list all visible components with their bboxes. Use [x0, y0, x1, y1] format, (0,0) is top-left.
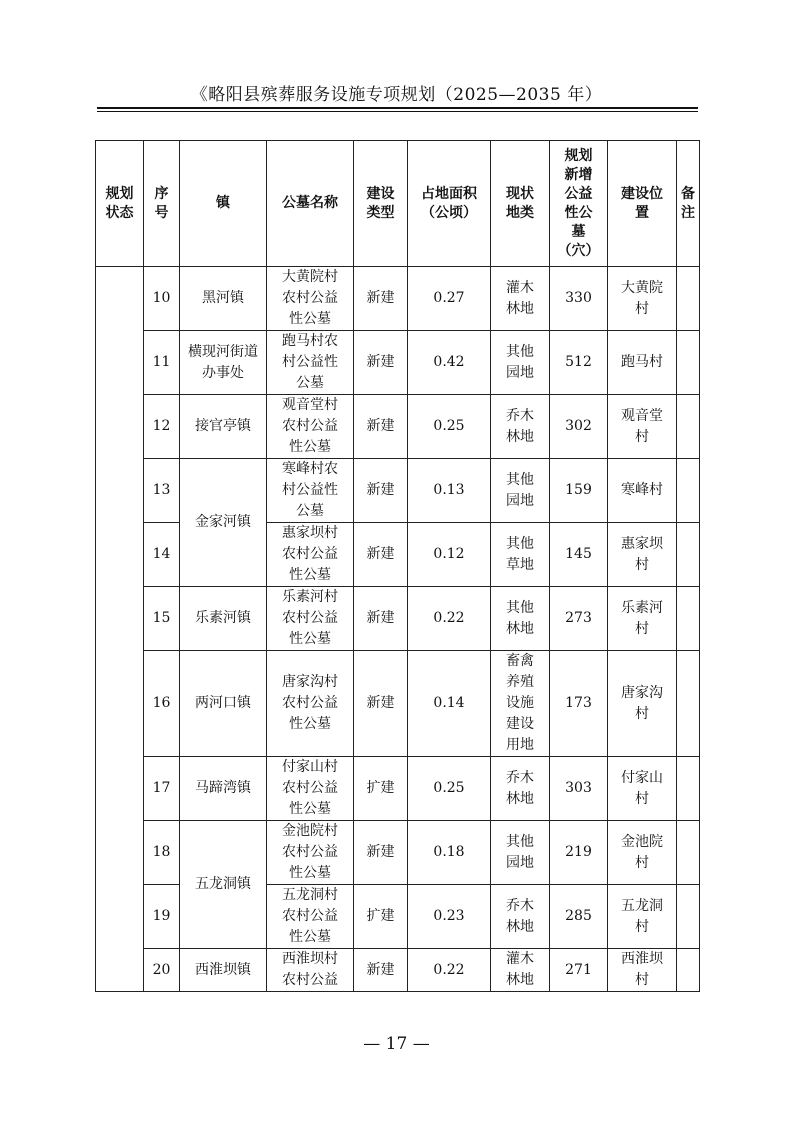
land-type-cell-text: 灌木林地 [506, 279, 534, 317]
graves-cell [550, 331, 608, 395]
location-cell [608, 885, 677, 949]
area-cell-text: 0.25 [433, 780, 465, 796]
graves-cell-text: 173 [565, 695, 592, 711]
area-cell-text: 0.42 [433, 354, 465, 370]
location-cell [608, 757, 677, 821]
graves-cell [550, 757, 608, 821]
land-type-cell-text: 其他草地 [506, 535, 534, 573]
build-type-cell [354, 949, 408, 992]
build-type-cell-text: 扩建 [366, 908, 395, 924]
area-cell [408, 267, 491, 331]
build-type-cell-text: 新建 [366, 695, 395, 711]
number-cell [144, 885, 180, 949]
number-cell [144, 821, 180, 885]
town-cell [180, 395, 267, 459]
number-cell [144, 331, 180, 395]
town-cell-text: 黑河镇 [202, 290, 244, 306]
cemetery-name-cell-text: 金池院村农村公益性公墓 [282, 823, 338, 881]
note-cell [677, 267, 700, 331]
build-type-cell [354, 885, 408, 949]
build-type-cell [354, 651, 408, 757]
cemetery-name-cell [267, 651, 354, 757]
header-line: 建设位 [621, 185, 663, 202]
table-row [96, 267, 700, 331]
cemetery-name-cell [267, 587, 354, 651]
location-cell [608, 651, 677, 757]
land-type-cell [491, 395, 550, 459]
col-cemetery-name-header [267, 141, 354, 267]
location-cell-text: 唐家沟村 [621, 684, 663, 722]
header-line: 类型 [366, 204, 395, 221]
graves-cell-text: 512 [565, 354, 592, 370]
cemetery-name-cell [267, 459, 354, 523]
graves-cell-text: 273 [565, 610, 592, 626]
header-line: 状态 [105, 204, 134, 221]
build-type-cell [354, 821, 408, 885]
header-line: 规划 [105, 185, 134, 202]
col-status-header [96, 141, 144, 267]
town-cell-text: 两河口镇 [195, 695, 251, 711]
cemetery-name-cell-text: 西淮坝村农村公益 [282, 951, 338, 988]
graves-cell-text: 271 [565, 961, 592, 978]
area-cell [408, 651, 491, 757]
graves-cell [550, 587, 608, 651]
build-type-cell-text: 新建 [366, 844, 395, 860]
build-type-cell [354, 523, 408, 587]
area-cell [408, 949, 491, 992]
graves-cell [550, 949, 608, 992]
land-type-cell [491, 949, 550, 992]
land-type-cell-text: 灌木林地 [506, 951, 534, 988]
note-cell [677, 587, 700, 651]
header-line: 规划 [564, 147, 593, 164]
note-cell [677, 395, 700, 459]
area-cell [408, 757, 491, 821]
note-cell [677, 651, 700, 757]
header-line: 新增 [564, 166, 593, 183]
location-cell [608, 459, 677, 523]
header-line: 号 [154, 204, 169, 221]
area-cell [408, 821, 491, 885]
land-type-cell-text: 畜禽养殖设施建设用地 [506, 653, 534, 753]
cemetery-name-cell-text: 唐家沟村农村公益性公墓 [282, 674, 338, 732]
number-cell [144, 587, 180, 651]
area-cell-text: 0.13 [433, 482, 465, 498]
town-cell [180, 651, 267, 757]
cemetery-name-cell-text: 寒峰村农村公益性公墓 [282, 461, 338, 519]
land-type-cell-text: 其他园地 [506, 833, 534, 871]
cemetery-table [95, 140, 700, 992]
area-cell-text: 0.25 [433, 418, 465, 434]
area-cell-text: 0.22 [433, 610, 465, 626]
graves-cell-text: 285 [565, 908, 592, 924]
table-row [96, 757, 700, 821]
page-number: — 17 — [363, 1034, 430, 1054]
town-cell-text: 接官亭镇 [195, 418, 251, 434]
town-cell [180, 331, 267, 395]
cemetery-name-cell-text: 大黄院村农村公益性公墓 [282, 269, 338, 327]
land-type-cell-text: 乔木林地 [506, 897, 534, 935]
cemetery-name-cell [267, 821, 354, 885]
cemetery-name-cell [267, 395, 354, 459]
table-row [96, 395, 700, 459]
number-cell [144, 757, 180, 821]
note-cell [677, 949, 700, 992]
header-line: 建设 [366, 185, 395, 202]
header-line: 性公 [564, 204, 593, 221]
location-cell-text: 西淮坝村 [621, 951, 663, 988]
land-type-cell [491, 587, 550, 651]
graves-cell-text: 145 [565, 546, 592, 562]
build-type-cell-text: 新建 [366, 546, 395, 562]
build-type-cell [354, 459, 408, 523]
header-line: （公顷） [421, 204, 477, 221]
table-row [96, 821, 700, 885]
header-line: 备 [681, 185, 695, 202]
area-cell [408, 523, 491, 587]
table-row [96, 331, 700, 395]
location-cell [608, 587, 677, 651]
land-type-cell [491, 267, 550, 331]
number-cell [144, 651, 180, 757]
header-line: 墓 [571, 223, 586, 240]
page-header: 《略阳县殡葬服务设施专项规划（2025—2035 年） [190, 85, 603, 105]
table-header-row [96, 141, 700, 267]
note-cell [677, 331, 700, 395]
land-type-cell [491, 821, 550, 885]
graves-cell [550, 523, 608, 587]
location-cell [608, 949, 677, 992]
graves-cell-text: 330 [565, 290, 592, 306]
cemetery-name-cell-text: 乐素河村农村公益性公墓 [282, 589, 338, 647]
area-cell-text: 0.22 [433, 961, 465, 978]
location-cell [608, 523, 677, 587]
cemetery-name-cell [267, 267, 354, 331]
graves-cell [550, 459, 608, 523]
header-line: 现状 [506, 185, 534, 202]
header-rule [97, 107, 698, 109]
note-cell [677, 821, 700, 885]
area-cell-text: 0.14 [433, 695, 465, 711]
build-type-cell-text: 新建 [366, 354, 395, 370]
number-cell-text: 16 [152, 695, 171, 711]
cemetery-name-cell [267, 885, 354, 949]
land-type-cell [491, 331, 550, 395]
col-build-type-header [354, 141, 408, 267]
town-cell-text: 马蹄湾镇 [195, 780, 251, 796]
location-cell-text: 观音堂村 [621, 407, 663, 445]
location-cell-text: 乐素河村 [621, 599, 663, 637]
location-cell-text: 跑马村 [621, 354, 663, 370]
number-cell-text: 14 [152, 546, 171, 562]
number-cell-text: 17 [152, 780, 171, 796]
status-cell [96, 267, 144, 992]
town-cell-text: 乐素河镇 [195, 610, 251, 626]
area-cell-text: 0.23 [433, 908, 465, 924]
cemetery-name-cell [267, 949, 354, 992]
build-type-cell [354, 267, 408, 331]
land-type-cell-text: 其他林地 [506, 599, 534, 637]
header-line: 注 [681, 204, 695, 221]
build-type-cell-text: 扩建 [366, 780, 395, 796]
location-cell-text: 五龙洞村 [621, 897, 663, 935]
table-row [96, 651, 700, 757]
graves-cell [550, 651, 608, 757]
number-cell [144, 459, 180, 523]
note-cell [677, 523, 700, 587]
location-cell-text: 金池院村 [621, 833, 663, 871]
header-line: 地类 [506, 204, 534, 221]
area-cell-text: 0.27 [433, 290, 465, 306]
land-type-cell-text: 其他园地 [506, 343, 534, 381]
cemetery-name-cell-text: 观音堂村农村公益性公墓 [282, 397, 338, 455]
area-cell [408, 885, 491, 949]
header-line: 公益 [564, 185, 593, 202]
cemetery-name-cell-text: 跑马村农村公益性公墓 [282, 333, 338, 391]
build-type-cell-text: 新建 [366, 482, 395, 498]
land-type-cell [491, 757, 550, 821]
build-type-cell-text: 新建 [366, 961, 395, 978]
header-rule-thin [97, 111, 698, 112]
town-cell [180, 267, 267, 331]
table-row [96, 949, 700, 992]
col-location-header [608, 141, 677, 267]
col-land-type-header [491, 141, 550, 267]
town-cell [180, 821, 267, 949]
land-type-cell-text: 其他园地 [506, 471, 534, 509]
cemetery-name-cell-text: 五龙洞村农村公益性公墓 [282, 887, 338, 945]
number-cell [144, 395, 180, 459]
build-type-cell [354, 757, 408, 821]
graves-cell-text: 303 [565, 780, 592, 796]
area-cell [408, 331, 491, 395]
land-type-cell [491, 523, 550, 587]
table-row [96, 459, 700, 523]
number-cell-text: 18 [152, 844, 171, 860]
number-cell-text: 11 [152, 354, 171, 370]
number-cell [144, 523, 180, 587]
location-cell [608, 267, 677, 331]
number-cell-text: 12 [152, 418, 171, 434]
area-cell-text: 0.18 [433, 844, 465, 860]
number-cell-text: 13 [152, 482, 171, 498]
town-cell [180, 757, 267, 821]
town-cell [180, 587, 267, 651]
location-cell-text: 惠家坝村 [621, 535, 663, 573]
cemetery-name-cell [267, 757, 354, 821]
location-cell [608, 395, 677, 459]
header-line: 镇 [216, 195, 230, 211]
table-row [96, 587, 700, 651]
town-cell-text: 横现河街道办事处 [188, 343, 258, 381]
cemetery-name-cell [267, 331, 354, 395]
graves-cell-text: 302 [565, 418, 592, 434]
land-type-cell [491, 459, 550, 523]
build-type-cell [354, 395, 408, 459]
graves-cell [550, 821, 608, 885]
town-cell [180, 459, 267, 587]
town-cell-text: 西淮坝镇 [195, 961, 251, 978]
header-line: 置 [635, 204, 649, 221]
col-note-header [677, 141, 700, 267]
town-cell [180, 949, 267, 992]
graves-cell-text: 219 [565, 844, 592, 860]
col-graves-header [550, 141, 608, 267]
col-number-header [144, 141, 180, 267]
header-line: 公墓名称 [282, 195, 338, 211]
number-cell-text: 20 [152, 961, 171, 978]
area-cell [408, 459, 491, 523]
graves-cell [550, 885, 608, 949]
number-cell [144, 267, 180, 331]
build-type-cell-text: 新建 [366, 610, 395, 626]
cemetery-name-cell [267, 523, 354, 587]
land-type-cell [491, 651, 550, 757]
build-type-cell [354, 331, 408, 395]
cemetery-name-cell-text: 付家山村农村公益性公墓 [282, 759, 338, 817]
land-type-cell-text: 乔木林地 [506, 769, 534, 807]
number-cell-text: 10 [152, 290, 171, 306]
location-cell-text: 大黄院村 [621, 279, 663, 317]
note-cell [677, 757, 700, 821]
graves-cell-text: 159 [565, 482, 592, 498]
col-town-header [180, 141, 267, 267]
number-cell [144, 949, 180, 992]
area-cell-text: 0.12 [433, 546, 465, 562]
location-cell-text: 寒峰村 [621, 482, 663, 498]
build-type-cell-text: 新建 [366, 290, 395, 306]
land-type-cell-text: 乔木林地 [506, 407, 534, 445]
note-cell [677, 459, 700, 523]
header-line: 序 [154, 185, 169, 202]
header-line: （穴） [557, 242, 600, 259]
location-cell [608, 331, 677, 395]
location-cell [608, 821, 677, 885]
land-type-cell [491, 885, 550, 949]
col-area-header [408, 141, 491, 267]
build-type-cell [354, 587, 408, 651]
area-cell [408, 587, 491, 651]
header-line: 占地面积 [421, 185, 477, 202]
note-cell [677, 885, 700, 949]
graves-cell [550, 267, 608, 331]
number-cell-text: 15 [152, 610, 171, 626]
town-cell-text: 金家河镇 [195, 514, 251, 530]
area-cell [408, 395, 491, 459]
build-type-cell-text: 新建 [366, 418, 395, 434]
town-cell-text: 五龙洞镇 [195, 876, 251, 892]
graves-cell [550, 395, 608, 459]
number-cell-text: 19 [152, 908, 171, 924]
cemetery-name-cell-text: 惠家坝村农村公益性公墓 [282, 525, 338, 583]
location-cell-text: 付家山村 [621, 769, 663, 807]
